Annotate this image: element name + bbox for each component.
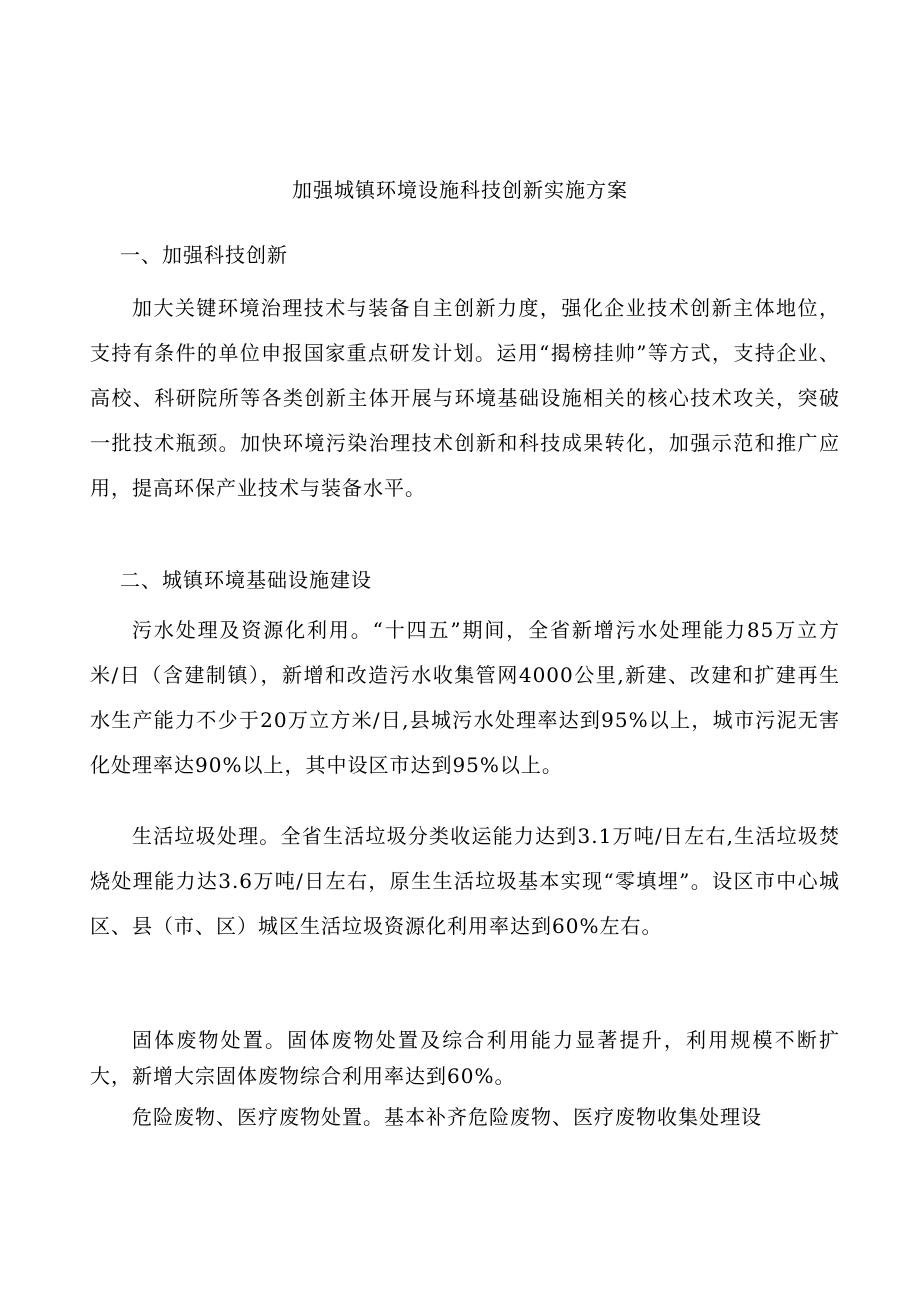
paragraph-hazardous-waste: 危险废物、医疗废物处置。基本补齐危险废物、医疗废物收集处理设 xyxy=(132,1105,762,1129)
section-heading-1: 一、加强科技创新 xyxy=(120,243,288,267)
section-1-paragraph: 加大关键环境治理技术与装备自主创新力度，强化企业技术创新主体地位，支持有条件的单位申报国家重点研发计划。运用“揭榜挂帅”等方式，支持企业、高校、科研院所等各类创新主体开展与环境基础设施相关的核心技术攻关，突破一批技术瓶颈。加快环境污染治理技术创新和科技成果转化，加强示范和推广应用，提高环保产业技术与装备水平。 xyxy=(90,296,840,500)
paragraph-household-waste: 生活垃圾处理。全省生活垃圾分类收运能力达到3.1万吨/日左右,生活垃圾焚烧处理能力达3.6万吨/日左右，原生生活垃圾基本实现“零填埋”。设区市中心城区、县（市、区）城区生活垃圾资源化利用率达到60%左右。 xyxy=(90,824,840,938)
section-heading-2: 二、城镇环境基础设施建设 xyxy=(120,568,372,592)
paragraph-wastewater: 污水处理及资源化利用。“十四五”期间，全省新增污水处理能力85万立方米/日（含建制镇），新增和改造污水收集管网4000公里,新建、改建和扩建再生水生产能力不少于20万立方米/日,县城污水处理率达到95%以上，城市污泥无害化处理率达90%以上，其中设区市达到95%以上。 xyxy=(90,618,840,777)
paragraph-solid-waste: 固体废物处置。固体废物处置及综合利用能力显著提升，利用规模不断扩大，新增大宗固体废物综合利用率达到60%。 xyxy=(90,1028,840,1088)
document-title: 加强城镇环境设施科技创新实施方案 xyxy=(292,178,628,202)
